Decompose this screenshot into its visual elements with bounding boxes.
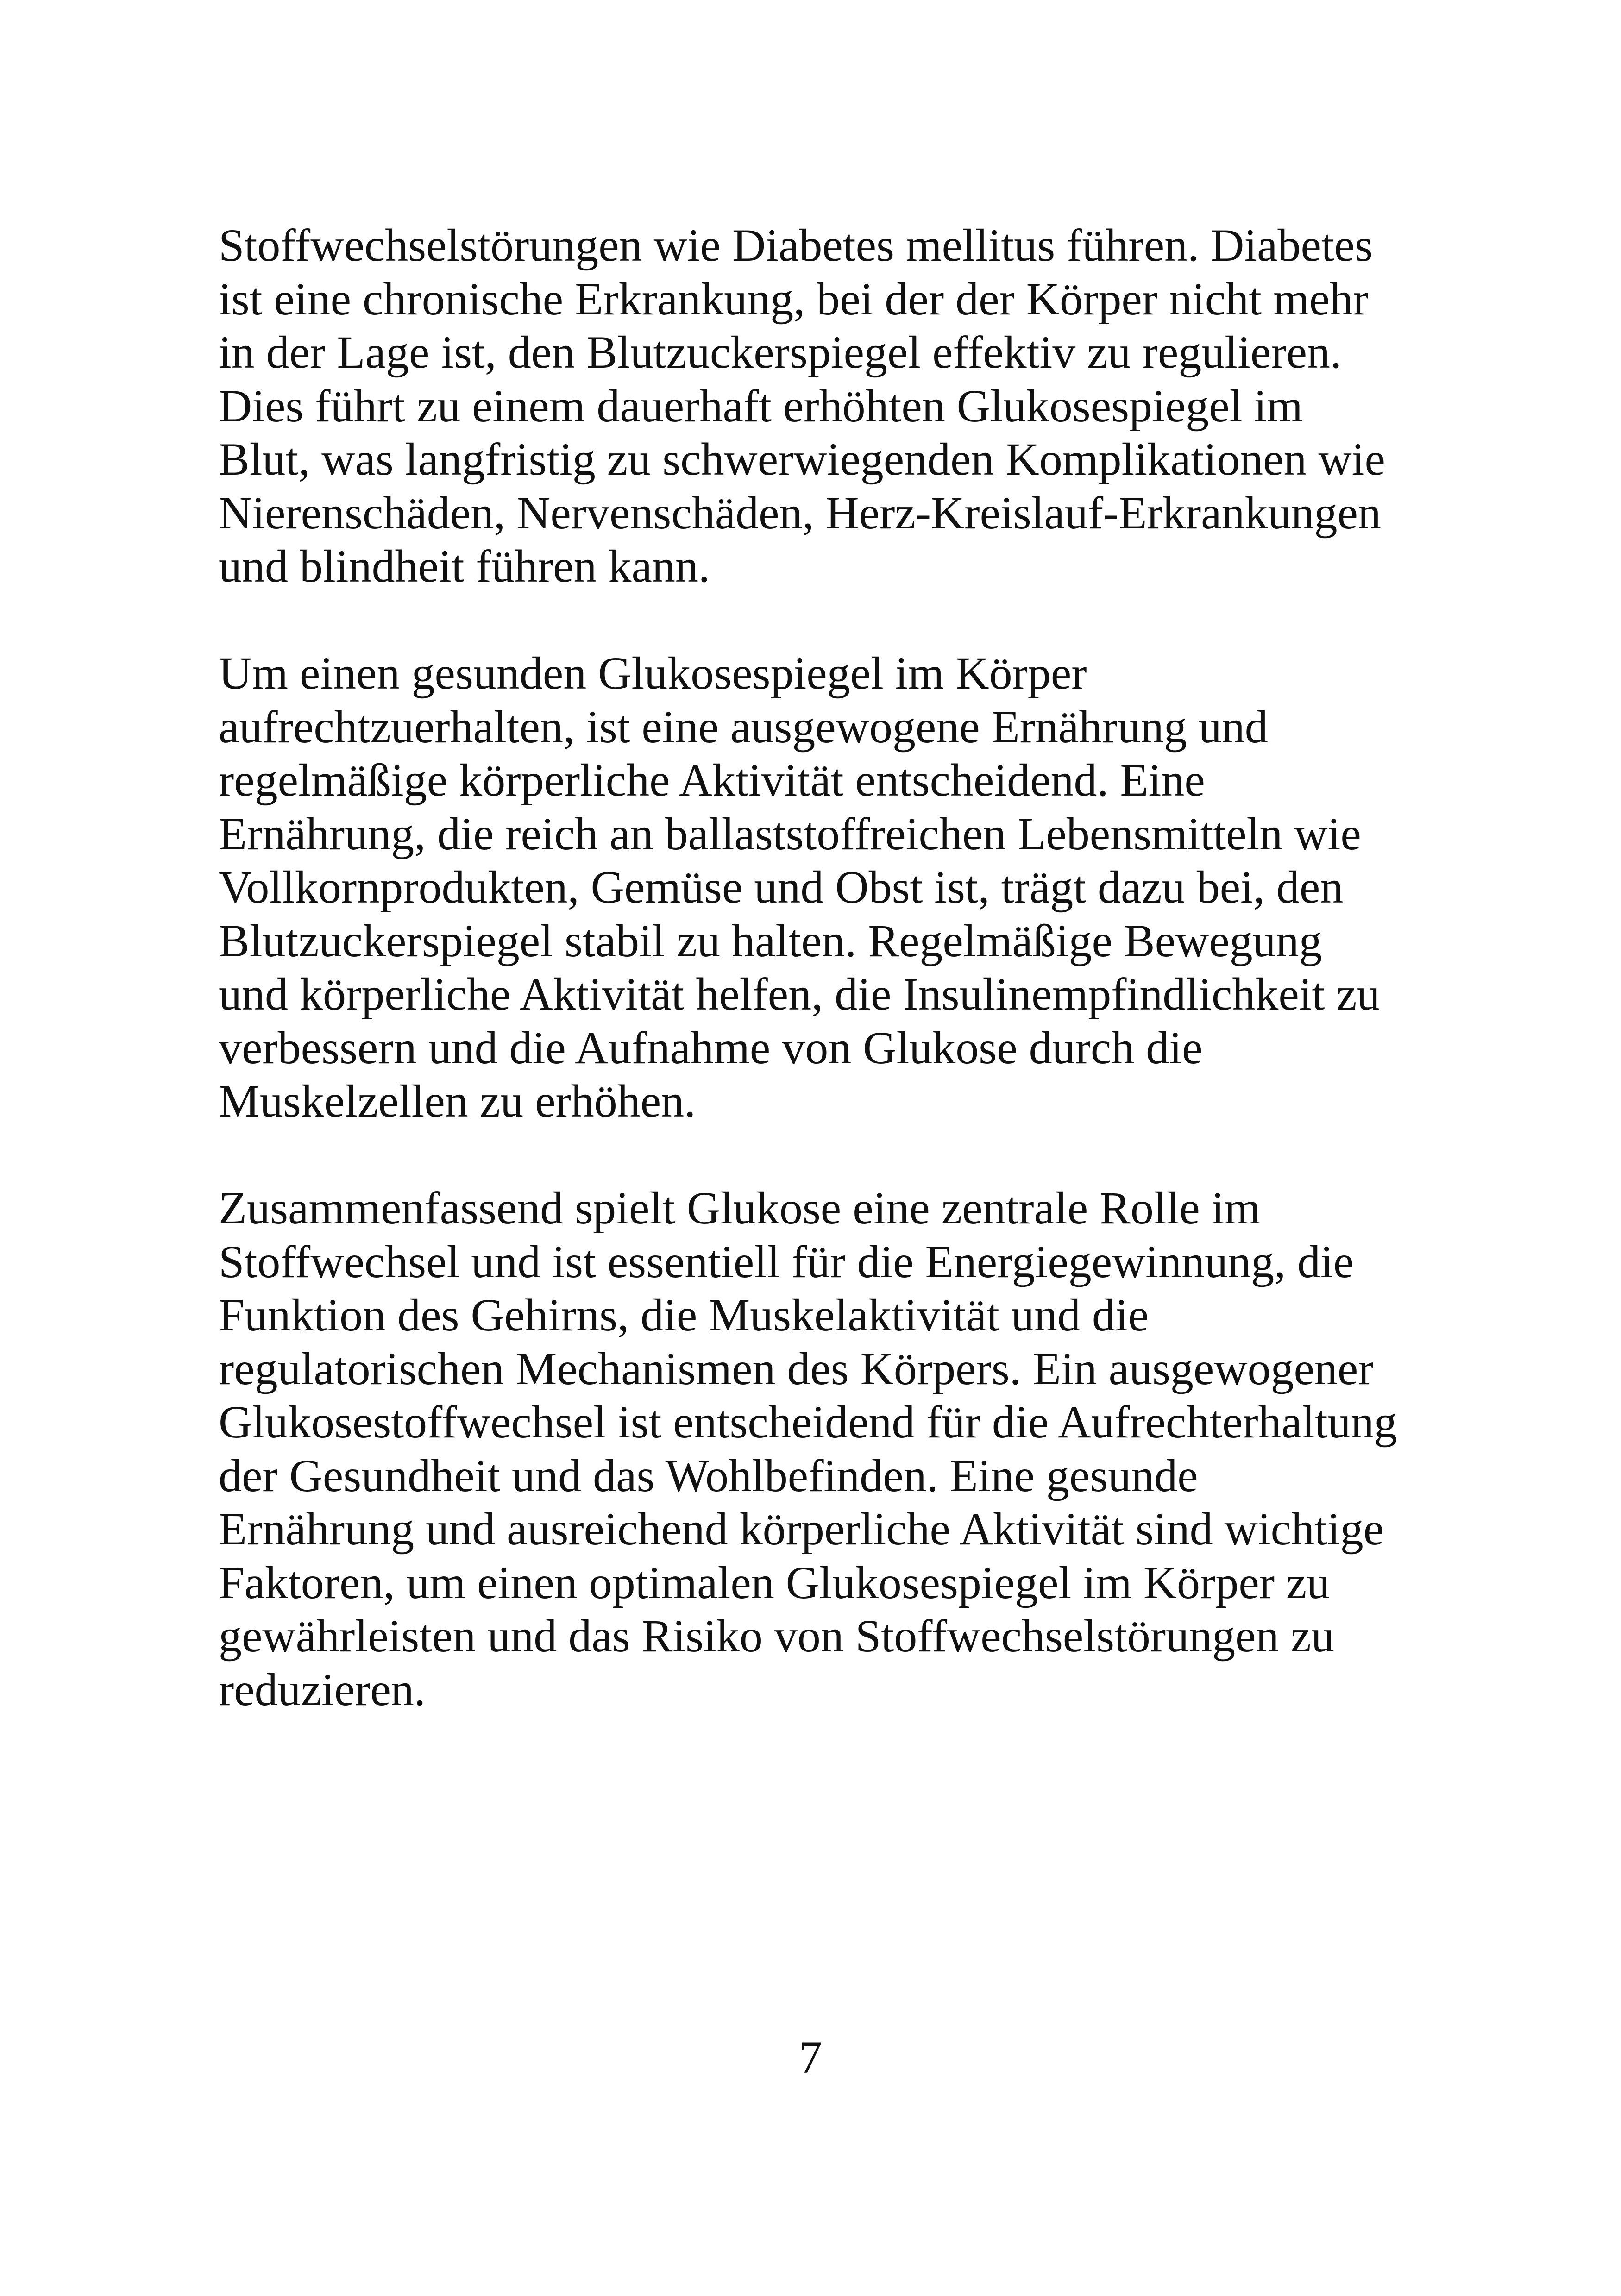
text-line: ist eine chronische Erkrankung, bei der der Körper nicht mehr bbox=[219, 273, 1369, 325]
text-line: Ernährung und ausreichend körperliche Aktivität sind wichtige bbox=[219, 1503, 1384, 1555]
text-line: Stoffwechsel und ist essentiell für die Energiegewinnung, die bbox=[219, 1236, 1354, 1287]
page-number: 7 bbox=[799, 2032, 822, 2083]
text-line: Muskelzellen zu erhöhen. bbox=[219, 1075, 696, 1127]
text-line: der Gesundheit und das Wohlbefinden. Eine gesunde bbox=[219, 1449, 1198, 1501]
text-line: Zusammenfassend spielt Glukose eine zentrale Rolle im bbox=[219, 1182, 1261, 1234]
text-line: gewährleisten und das Risiko von Stoffwechselstörungen zu bbox=[219, 1610, 1334, 1662]
paragraph-1 bbox=[219, 219, 1432, 593]
text-line: Ernährung, die reich an ballaststoffreichen Lebensmitteln wie bbox=[219, 808, 1361, 859]
text-line: aufrechtzuerhalten, ist eine ausgewogene Ernährung und bbox=[219, 701, 1268, 753]
text-line: Faktoren, um einen optimalen Glukosespiegel im Körper zu bbox=[219, 1556, 1330, 1608]
text-line: regulatorischen Mechanismen des Körpers. Ein ausgewogener bbox=[219, 1342, 1374, 1394]
text-line: und blindheit führen kann. bbox=[219, 540, 710, 592]
paragraph-3 bbox=[219, 1181, 1432, 1716]
text-line: in der Lage ist, den Blutzuckerspiegel effektiv zu regulieren. bbox=[219, 326, 1342, 378]
text-line: Vollkornprodukten, Gemüse und Obst ist, trägt dazu bei, den bbox=[219, 861, 1344, 913]
text-line: regelmäßige körperliche Aktivität entscheidend. Eine bbox=[219, 754, 1205, 806]
text-line: Blutzuckerspiegel stabil zu halten. Regelmäßige Bewegung bbox=[219, 915, 1322, 966]
text-line: reduzieren. bbox=[219, 1663, 426, 1715]
text-line: verbessern und die Aufnahme von Glukose durch die bbox=[219, 1022, 1203, 1073]
text-line: Dies führt zu einem dauerhaft erhöhten Glukosespiegel im bbox=[219, 380, 1303, 432]
body-text bbox=[219, 219, 1432, 1716]
text-line: Glukosestoffwechsel ist entscheidend für die Aufrechterhaltung bbox=[219, 1396, 1397, 1448]
text-line: Blut, was langfristig zu schwerwiegenden Komplikationen wie bbox=[219, 433, 1385, 485]
text-line: und körperliche Aktivität helfen, die Insulinempfindlichkeit zu bbox=[219, 968, 1380, 1020]
text-line: Funktion des Gehirns, die Muskelaktivität und die bbox=[219, 1289, 1149, 1341]
text-line: Um einen gesunden Glukosespiegel im Körper bbox=[219, 647, 1087, 699]
paragraph-2 bbox=[219, 646, 1432, 1128]
text-line: Stoffwechselstörungen wie Diabetes mellitus führen. Diabetes bbox=[219, 220, 1373, 271]
text-line: Nierenschäden, Nervenschäden, Herz-Kreislauf-Erkrankungen bbox=[219, 487, 1381, 539]
